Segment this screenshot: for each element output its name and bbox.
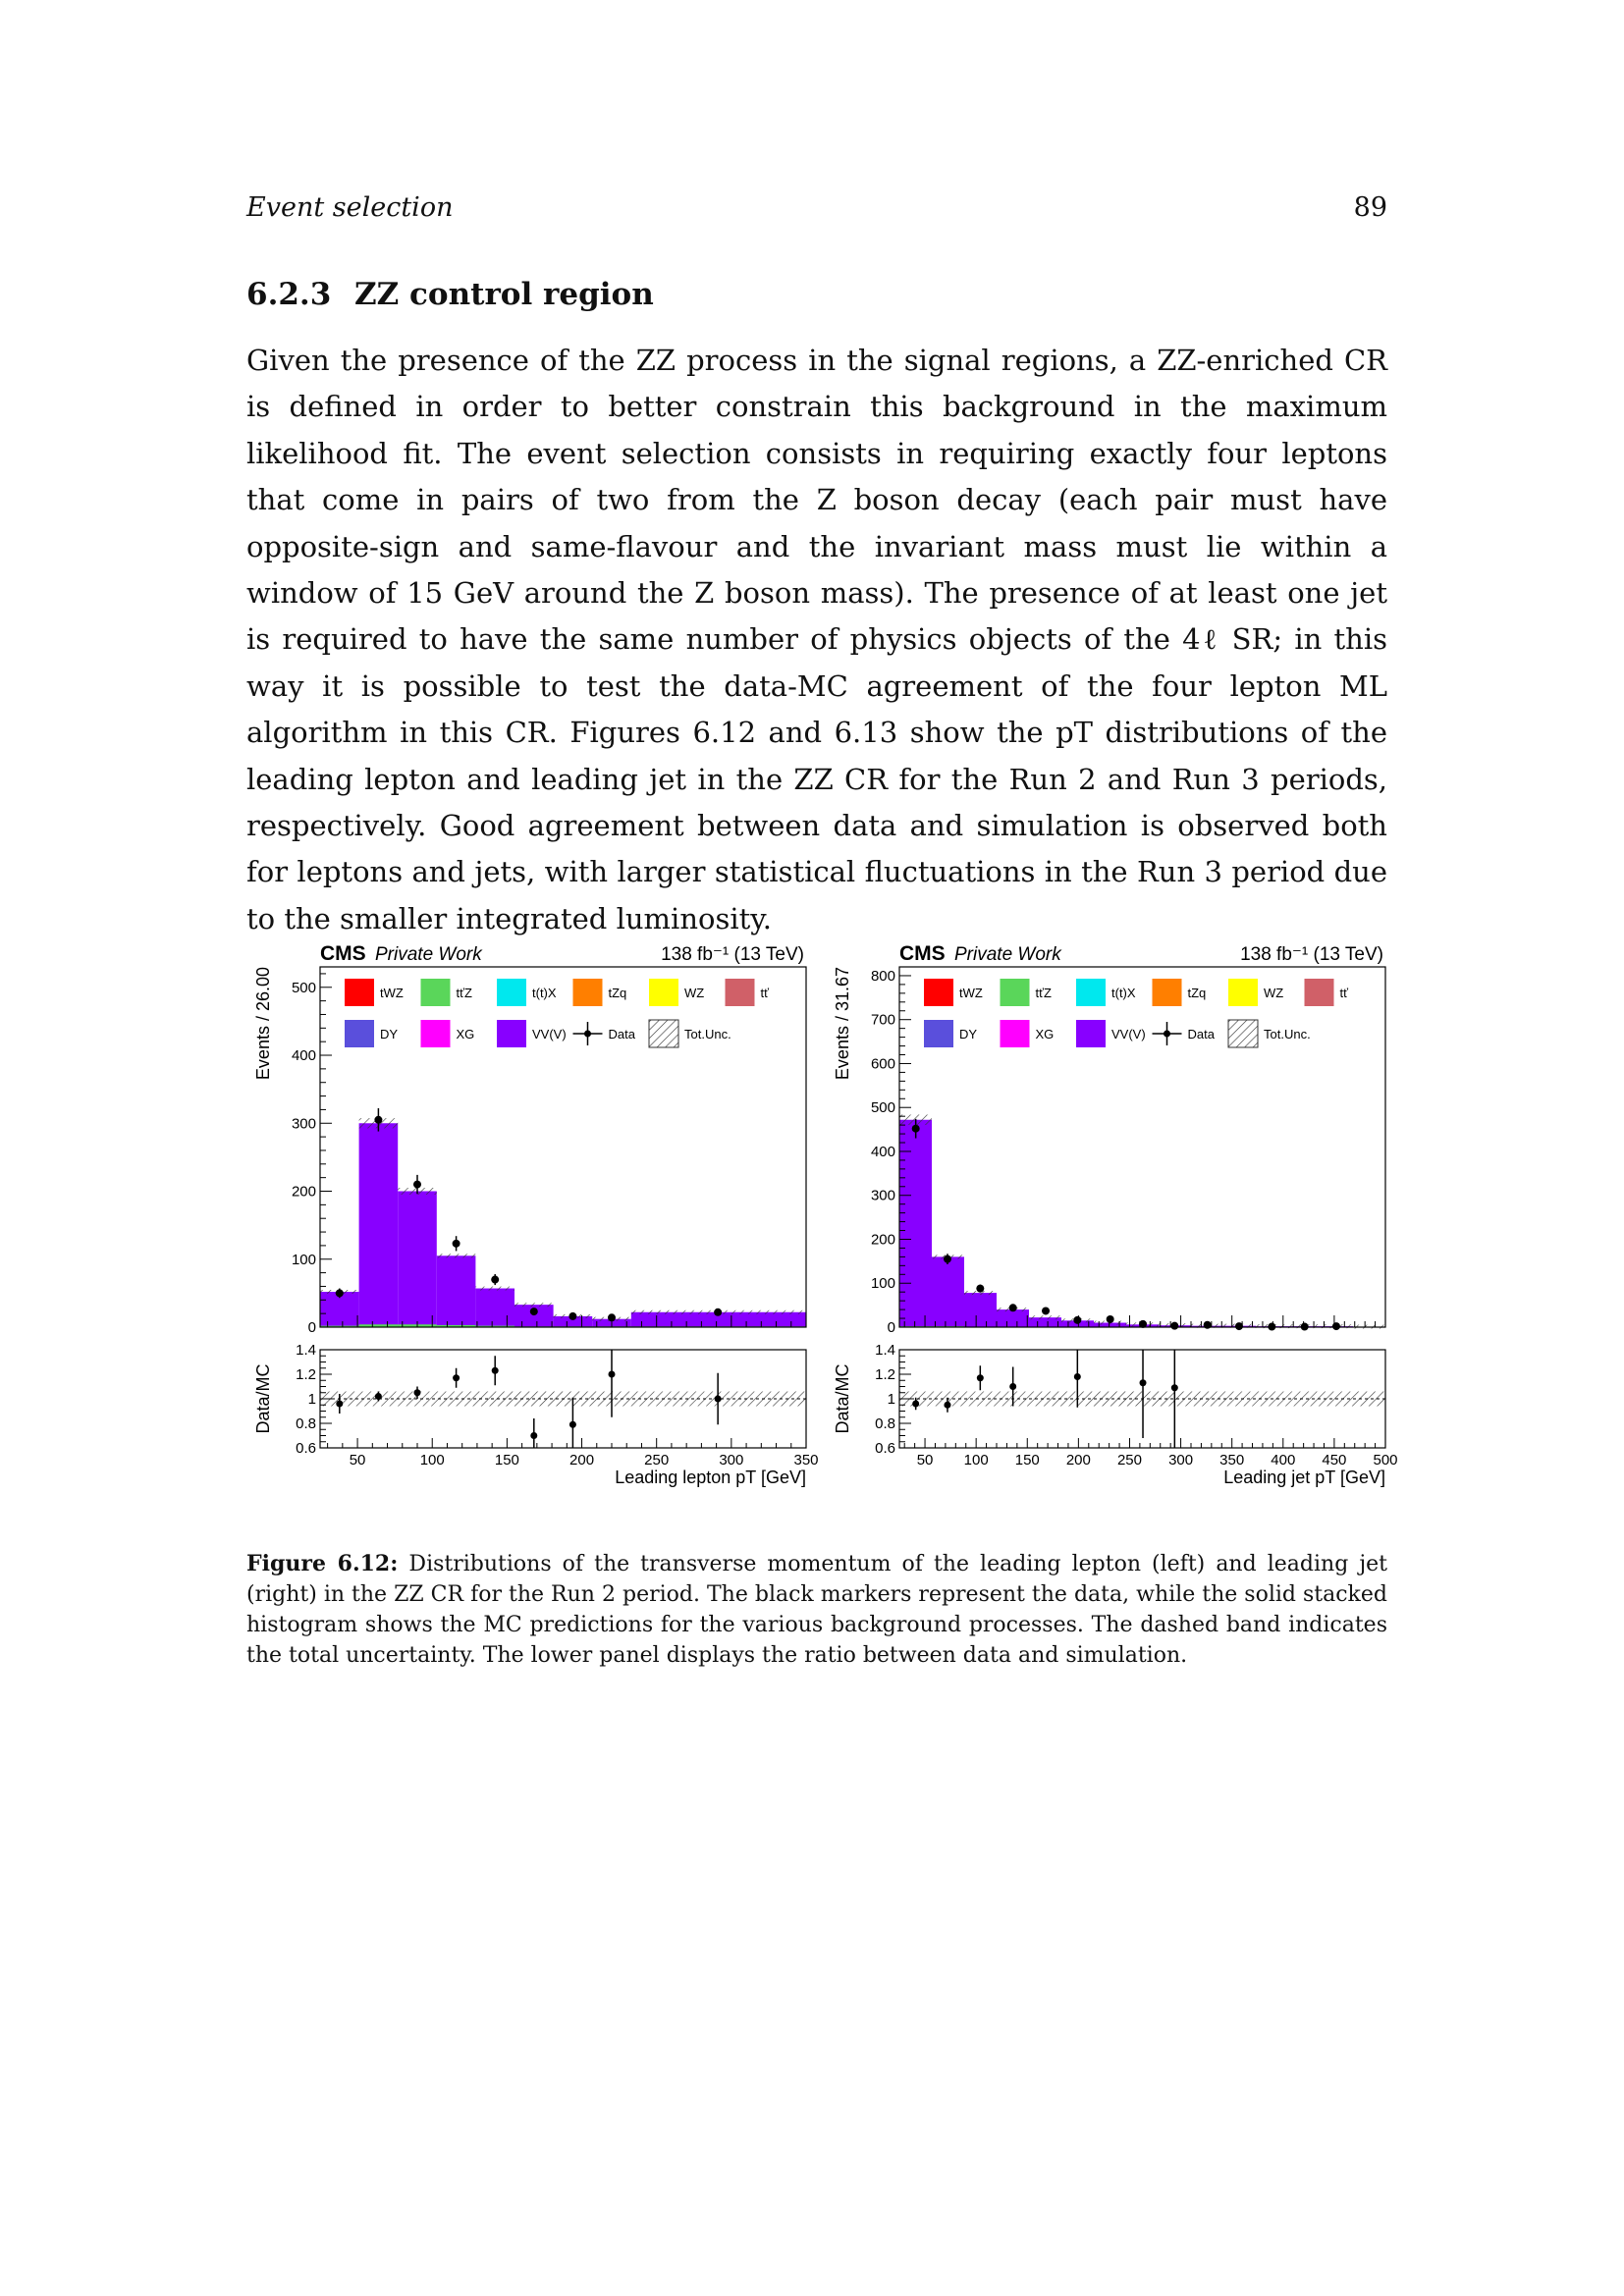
y-tick-label: 200 [870,1231,895,1249]
legend-label: tWZ [380,986,404,1000]
legend-marker-data [1164,1031,1170,1038]
ratio-point [453,1374,460,1381]
y-tick-label: 0 [307,1319,316,1336]
figure-6-12 [246,933,1398,1502]
x-tick-label: 300 [719,1452,744,1468]
vvv-bar [997,1309,1029,1327]
ratio-point [1074,1373,1081,1380]
y-tick-label: 300 [870,1187,895,1204]
x-tick-label: 100 [419,1452,445,1468]
legend-swatch [421,979,451,1006]
legend-swatch [497,979,526,1006]
data-point [1042,1307,1050,1314]
y-axis-label: Events / 31.67 [833,967,852,1081]
luminosity-label: 138 fb⁻¹ (13 TeV) [1240,944,1383,965]
caption-text: Distributions of the transverse momentum of the leading lepton (left) and leading jet (right) in the ZZ CR for the Run 2 period. The black markers represent the data, while the solid stacked histogram shows the MC predictions for the various background processes. The dashed band indicates the total uncertainty. The lower panel displays the ratio between data and simulation. [246,1552,1388,1668]
x-tick-label: 200 [1065,1452,1091,1468]
y-tick-label: 700 [870,1011,895,1029]
legend-swatch [924,979,953,1006]
legend-swatch [345,1020,374,1047]
x-tick-label: 50 [916,1452,934,1468]
data-point [336,1289,344,1297]
y-tick-label: 300 [291,1115,316,1133]
legend-swatch [1001,979,1030,1006]
jet-pt-chart [826,933,1405,1502]
x-tick-label: 300 [1168,1452,1194,1468]
data-point [944,1255,951,1263]
x-tick-label: 100 [963,1452,989,1468]
y-tick-label: 0 [887,1319,895,1336]
legend-swatch [1305,979,1334,1006]
body-paragraph: Given the presence of the ZZ process in the signal regions, a ZZ-enriched CR is defined in order to better constrain this background in the maximum likelihood fit. The event selection consists in requiring exactly four leptons that come in pairs of two from the Z boson decay (each pair must have opposite-sign and same-flavour and the invariant mass must lie within a window of 15 GeV around the Z boson mass). The presence of at least one jet is required to have the same number of physics objects of the 4ℓ SR; in this way it is possible to test the data-MC agreement of the four lepton ML algorithm in this CR. Figures 6.12 and 6.13 show the pT distributions of the leading lepton and leading jet in the ZZ CR for the Run 2 and Run 3 periods, respectively. Good agreement between data and simulation is observed both for leptons and jets, with larger statistical fluctuations in the Run 3 period due to the smaller integrated luminosity. [246,344,1387,935]
data-point [714,1308,722,1316]
legend-label: WZ [1264,986,1284,1000]
legend-swatch [573,979,603,1006]
y-tick-label: 500 [870,1099,895,1117]
x-axis-label: Leading jet pT [GeV] [1223,1468,1385,1487]
uncertainty-band [475,1287,514,1291]
data-point [568,1312,576,1320]
x-tick-label: 200 [569,1452,595,1468]
legend-label: tťZ [456,986,472,1000]
legend-label: t(t)X [1111,986,1136,1000]
section-title: ZZ control region [354,277,654,312]
legend-swatch [1001,1020,1030,1047]
legend-label: Data [608,1027,635,1041]
y-tick-label: 500 [291,979,316,996]
legend-swatch [1076,1020,1106,1047]
data-point [1170,1322,1178,1330]
legend-swatch [726,979,755,1006]
vvv-bar [964,1293,997,1327]
uncertainty-band [514,1303,554,1307]
lepton-pt-chart [246,933,819,1502]
vvv-bar [932,1256,964,1327]
data-point [1332,1322,1340,1330]
legend-swatch [497,1020,526,1047]
ratio-y-tick-label: 1.2 [296,1366,316,1383]
vvv-bar [437,1255,476,1327]
caption-label: Figure 6.12: [246,1551,399,1576]
legend-label: WZ [684,986,705,1000]
data-point [1009,1304,1017,1311]
legend-label: DY [959,1027,978,1041]
legend-label: Data [1187,1027,1215,1041]
figure-caption [246,1549,1387,1671]
legend-label: tť [1339,986,1348,1000]
running-header-chapter: Event selection [246,192,454,223]
legend-swatch-unc [1228,1020,1258,1047]
legend-label: XG [456,1027,475,1041]
legend-swatch [421,1020,451,1047]
legend-label: tWZ [959,986,983,1000]
legend-swatch-unc [649,1020,678,1047]
ratio-point [1171,1384,1178,1391]
cms-label: CMS [320,942,366,965]
y-tick-label: 200 [291,1183,316,1201]
ratio-point [1140,1379,1147,1386]
data-point [976,1285,984,1293]
ratio-y-tick-label: 1.4 [296,1342,316,1359]
data-point [453,1240,460,1248]
legend-label: tť [760,986,769,1000]
ratio-y-tick-label: 1.2 [875,1366,895,1383]
legend-label: XG [1035,1027,1055,1041]
ratio-point [944,1402,950,1409]
x-tick-label: 150 [1014,1452,1040,1468]
legend-label: tZq [1187,986,1207,1000]
legend-label: VV(V) [1111,1027,1146,1041]
x-axis-label: Leading lepton pT [GeV] [615,1468,806,1487]
ratio-point [336,1401,343,1408]
section-heading [246,277,654,312]
data-point [413,1181,421,1189]
ratio-y-tick-label: 0.8 [875,1415,895,1432]
ratio-point [977,1374,984,1381]
data-point [1107,1315,1114,1323]
vvv-bar [899,1120,932,1327]
main-frame [899,967,1385,1327]
legend-label: VV(V) [532,1027,567,1041]
x-tick-label: 350 [1219,1452,1245,1468]
ratio-y-tick-label: 0.6 [296,1440,316,1457]
legend-label: tťZ [1035,986,1052,1000]
legend-swatch [924,1020,953,1047]
ratio-point [715,1396,722,1403]
legend-label: Tot.Unc. [684,1027,731,1041]
x-tick-label: 450 [1322,1452,1347,1468]
x-tick-label: 400 [1271,1452,1296,1468]
x-tick-label: 50 [349,1452,366,1468]
legend-swatch [345,979,374,1006]
ratio-axis-label: Data/MC [253,1363,273,1434]
ratio-point [414,1389,421,1396]
ratio-y-tick-label: 1 [307,1391,316,1408]
ratio-y-tick-label: 1 [887,1391,895,1408]
ratio-point [912,1401,919,1408]
data-point [530,1308,538,1315]
data-point [608,1313,616,1321]
legend-label: Tot.Unc. [1264,1027,1311,1041]
uncertainty-band [1029,1315,1061,1319]
x-tick-label: 250 [1116,1452,1142,1468]
ratio-y-tick-label: 0.6 [875,1440,895,1457]
legend-swatch [1076,979,1106,1006]
private-work-label: Private Work [954,944,1061,965]
y-tick-label: 100 [291,1251,316,1268]
y-tick-label: 600 [870,1055,895,1073]
ratio-point [530,1432,537,1439]
x-tick-label: 500 [1373,1452,1398,1468]
vvv-bar [359,1123,399,1327]
y-axis-label: Events / 26.00 [253,967,273,1081]
page-number: 89 [1353,192,1387,223]
legend-label: t(t)X [532,986,557,1000]
cms-label: CMS [899,942,946,965]
ratio-point [609,1371,616,1378]
luminosity-label: 138 fb⁻¹ (13 TeV) [661,944,804,965]
uncertainty-band [437,1254,476,1257]
ratio-point [569,1421,576,1428]
data-point [912,1125,920,1133]
legend-swatch [1153,979,1182,1006]
legend-marker-data [584,1031,591,1038]
data-point [1073,1316,1081,1324]
legend-label: tZq [608,986,627,1000]
ratio-y-tick-label: 0.8 [296,1415,316,1432]
y-tick-label: 400 [291,1047,316,1065]
vvv-bar [475,1289,514,1327]
ratio-y-tick-label: 1.4 [875,1342,895,1359]
ratio-point [1009,1383,1016,1390]
y-tick-label: 800 [870,967,895,985]
y-tick-label: 100 [870,1275,895,1293]
vvv-bar [398,1192,437,1327]
legend-swatch [1228,979,1258,1006]
ratio-point [375,1393,382,1400]
ratio-point [492,1367,499,1374]
legend-label: DY [380,1027,399,1041]
x-tick-label: 350 [793,1452,819,1468]
data-point [374,1116,382,1124]
legend-swatch [649,979,678,1006]
y-tick-label: 400 [870,1143,895,1160]
private-work-label: Private Work [375,944,482,965]
x-tick-label: 150 [494,1452,519,1468]
ratio-axis-label: Data/MC [833,1363,852,1434]
x-tick-label: 250 [644,1452,670,1468]
section-number: 6.2.3 [246,277,332,312]
data-point [491,1276,499,1284]
